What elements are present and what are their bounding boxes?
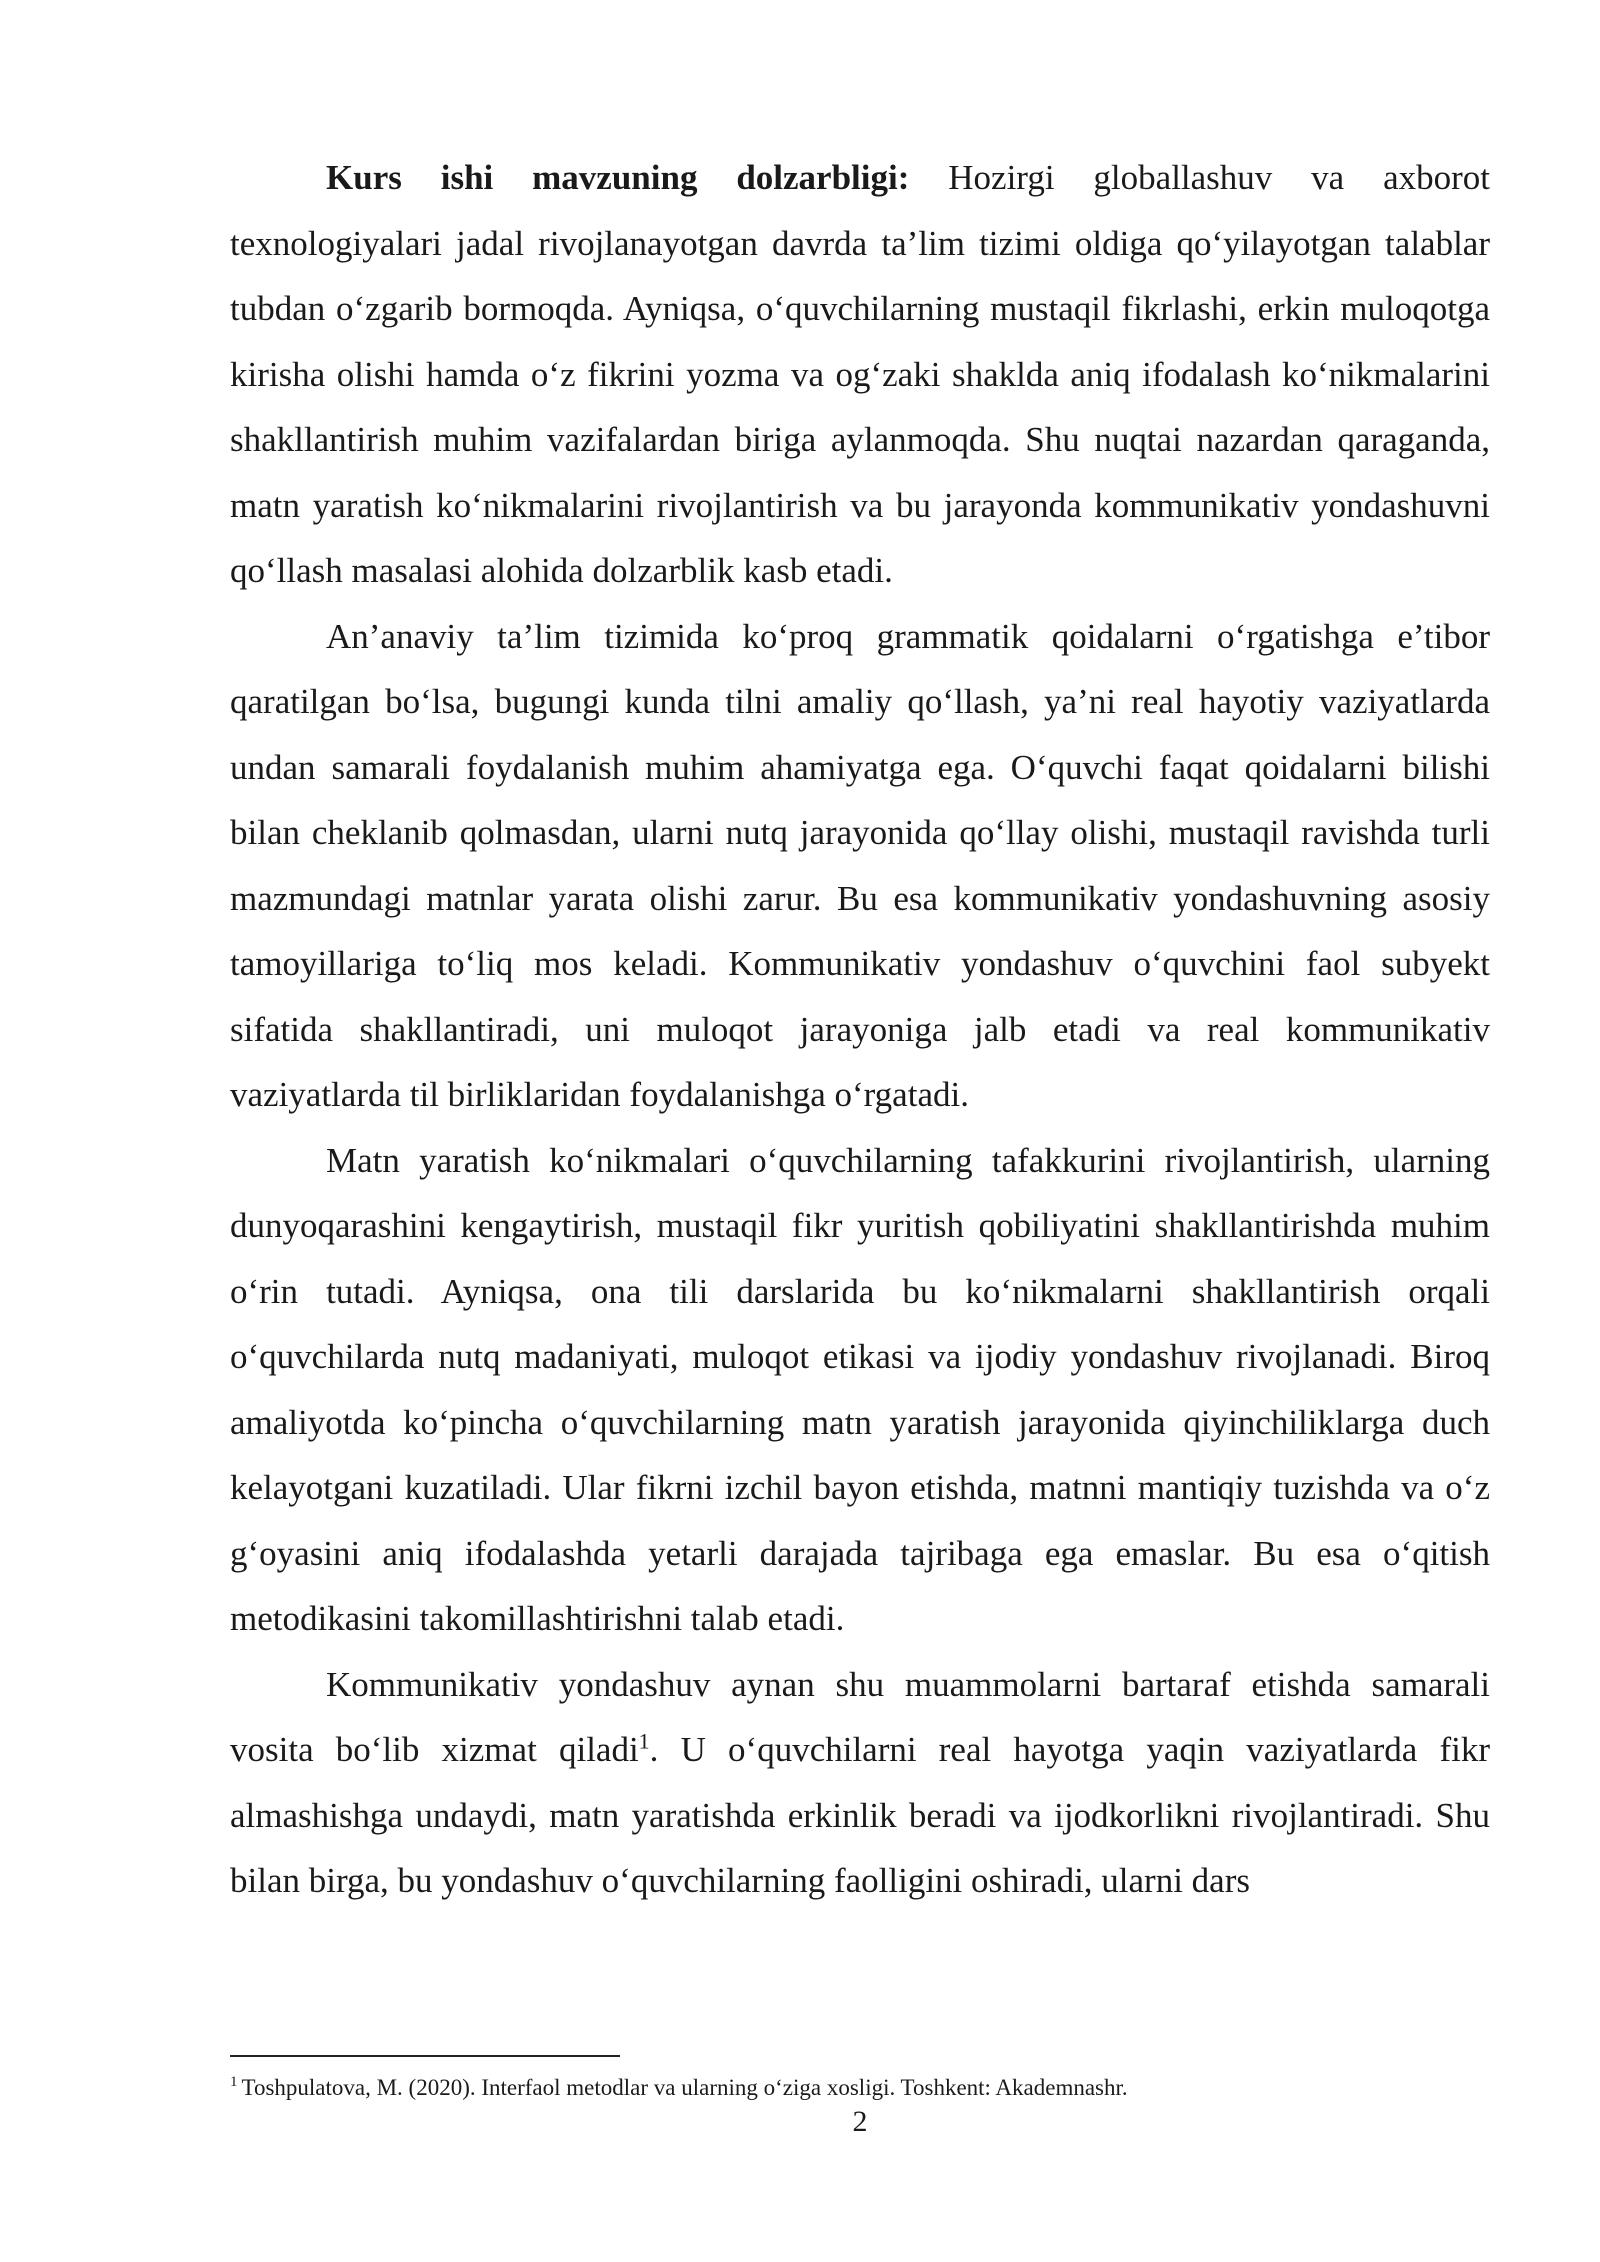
section-lead-heading: Kurs ishi mavzuning dolzarbligi: bbox=[326, 158, 910, 197]
body-text bbox=[230, 145, 1490, 1914]
footnote-text: Toshpulatova, M. (2020). Interfaol metodlar va ularning o‘ziga xosligi. Toshkent: Akademnashr. bbox=[241, 2075, 1128, 2100]
paragraph-traditional-education bbox=[230, 604, 1490, 1128]
paragraph-text: Kommunikativ yondashuv aynan shu muammolarni bartaraf etishda samarali vosita bo‘lib xizmat qiladi bbox=[230, 1664, 1490, 1769]
footnote-reference: 1 bbox=[638, 1728, 650, 1754]
page-number: 2 bbox=[852, 2105, 868, 2138]
footnote bbox=[230, 2073, 1490, 2103]
paragraph-text: An’anaviy ta’lim tizimida ko‘proq grammatik qoidalarni o‘rgatishga e’tibor qaratilgan bo‘lsa, bugungi kunda tilni amaliy qo‘llash, ya’ni real hayotiy vaziyatlarda undan samarali foydalanish muhim ahamiyatga ega. O‘quvchi faqat qoidalarni bilishi bilan cheklanib qolmasdan, ularni nutq jarayonida qo‘llay olishi, mustaqil ravishda turli mazmundagi matnlar yarata olishi zarur. Bu esa kommunikativ yondashuvning asosiy tamoyillariga to‘liq mos keladi. Kommunikativ yondashuv o‘quvchini faol subyekt sifatida shakllantiradi, uni muloqot jarayoniga jalb etadi va real kommunikativ vaziyatlarda til birliklaridan foydalanishga o‘rgatadi. bbox=[230, 616, 1490, 1114]
paragraph-text-creation-skills bbox=[230, 1128, 1490, 1652]
paragraph-text: Matn yaratish ko‘nikmalari o‘quvchilarning tafakkurini rivojlantirish, ularning dunyoqarashini kengaytirish, mustaqil fikr yuritish qobiliyatini shakllantirishda muhim o‘rin tutadi. Ayniqsa, ona tili darslarida bu ko‘nikmalarni shakllantirish orqali o‘quvchilarda nutq madaniyati, muloqot etikasi va ijodiy yondashuv rivojlanadi. Biroq amaliyotda ko‘pincha o‘quvchilarning matn yaratish jarayonida qiyinchiliklarga duch kelayotgani kuzatiladi. Ular fikrni izchil bayon etishda, matnni mantiqiy tuzishda va o‘z g‘oyasini aniq ifodalashda yetarli darajada tajribaga ega emaslar. Bu esa o‘qitish metodikasini takomillashtirishni talab etadi. bbox=[230, 1140, 1490, 1638]
paragraph-communicative-approach bbox=[230, 1652, 1490, 1914]
footnote-separator bbox=[230, 2055, 620, 2057]
paragraph-text: Hozirgi globallashuv va axborot texnologiyalari jadal rivojlanayotgan davrda ta’lim tizimi oldiga qo‘yilayotgan talablar tubdan o‘zgarib bormoqda. Ayniqsa, o‘quvchilarning mustaqil fikrlashi, erkin muloqotga kirisha olishi hamda o‘z fikrini yozma va og‘zaki shaklda aniq ifodalash ko‘nikmalarini shakllantirish muhim vazifalardan biriga aylanmoqda. Shu nuqtai nazardan qaraganda, matn yaratish ko‘nikmalarini rivojlantirish va bu jarayonda kommunikativ yondashuvni qo‘llash masalasi alohida dolzarblik kasb etadi. bbox=[230, 158, 1491, 590]
paragraph-text: . U o‘quvchilarni real hayotga yaqin vaziyatlarda fikr almashishga undaydi, matn yaratishda erkinlik beradi va ijodkorlikni rivojlantiradi. Shu bilan birga, bu yondashuv o‘quvchilarning faolligini oshiradi, ularni dars bbox=[230, 1730, 1490, 1900]
footnote-marker: 1 bbox=[230, 2074, 238, 2091]
paragraph-relevance bbox=[230, 145, 1490, 604]
